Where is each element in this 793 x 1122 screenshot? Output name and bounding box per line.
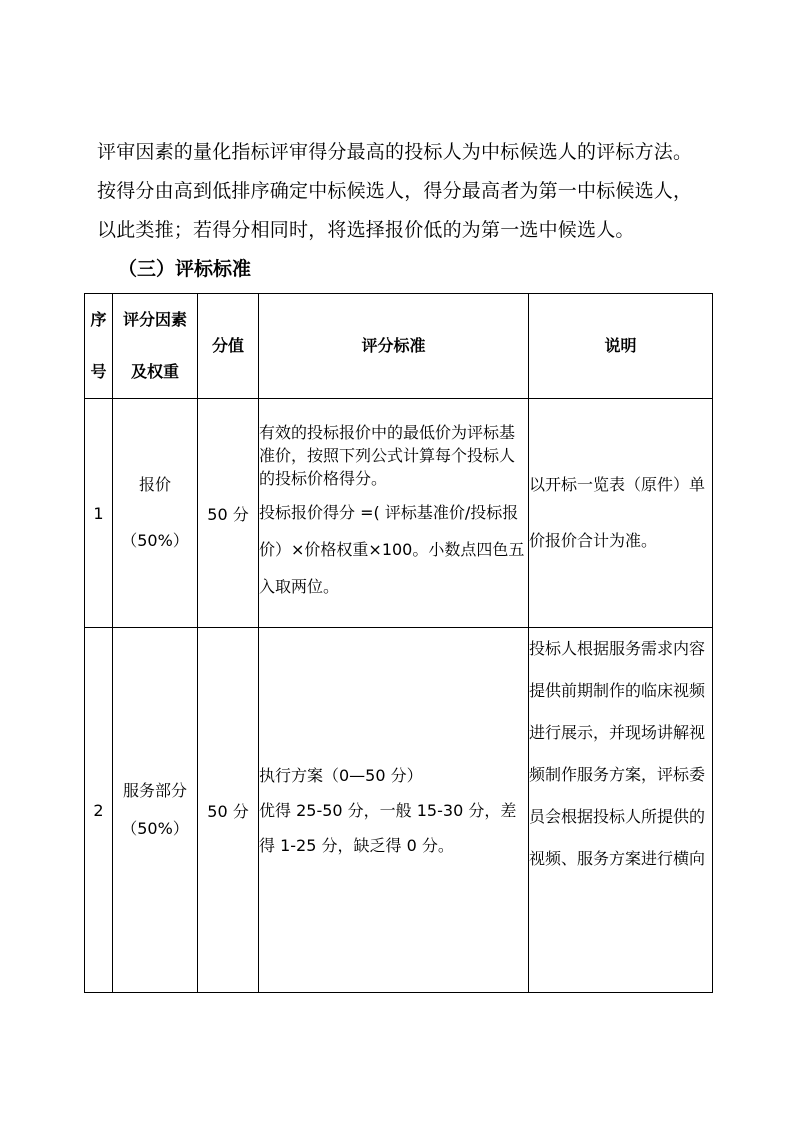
intro-line: 按得分由高到低排序确定中标候选人，得分最高者为第一中标候选人，	[97, 180, 693, 202]
row-note: 以开标一览表（原件）单价报价合计为准。	[529, 399, 713, 628]
header-seq: 序 号	[85, 294, 113, 399]
scoring-table	[84, 293, 713, 993]
standard-formula: 投标报价得分 =( 评标基准价/投标报价）×价格权重×100。小数点四色五入取两位。	[259, 503, 525, 596]
table-row	[85, 628, 713, 993]
header-note: 说明	[529, 294, 713, 399]
intro-paragraph	[97, 133, 737, 250]
header-factor: 评分因素 及权重	[113, 294, 198, 399]
header-standard: 评分标准	[259, 294, 529, 399]
header-score: 分值	[198, 294, 259, 399]
standard-text: 有效的投标报价中的最低价为评标基准价，按照下列公式计算每个投标人的投标价格得分。	[259, 423, 516, 488]
row-score: 50 分	[198, 628, 259, 993]
intro-line: 以此类推；若得分相同时，将选择报价低的为第一选中候选人。	[97, 219, 635, 241]
table-header-row	[85, 294, 713, 399]
row-seq: 1	[85, 399, 113, 628]
row-standard	[259, 399, 529, 628]
section-heading: （三）评标标准	[118, 258, 252, 280]
row-factor: 服务部分 （50%）	[113, 628, 198, 993]
row-note: 投标人根据服务需求内容提供前期制作的临床视频进行展示，并现场讲解视频制作服务方案，评标委员会根据投标人所提供的视频、服务方案进行横向	[529, 628, 713, 993]
row-factor: 报价 （50%）	[113, 399, 198, 628]
row-seq: 2	[85, 628, 113, 993]
table-row	[85, 399, 713, 628]
row-standard: 执行方案（0—50 分） 优得 25-50 分，一般 15-30 分，差得 1-25 分，缺乏得 0 分。	[259, 628, 529, 993]
intro-line: 评审因素的量化指标评审得分最高的投标人为中标候选人的评标方法。	[97, 141, 693, 163]
row-score: 50 分	[198, 399, 259, 628]
